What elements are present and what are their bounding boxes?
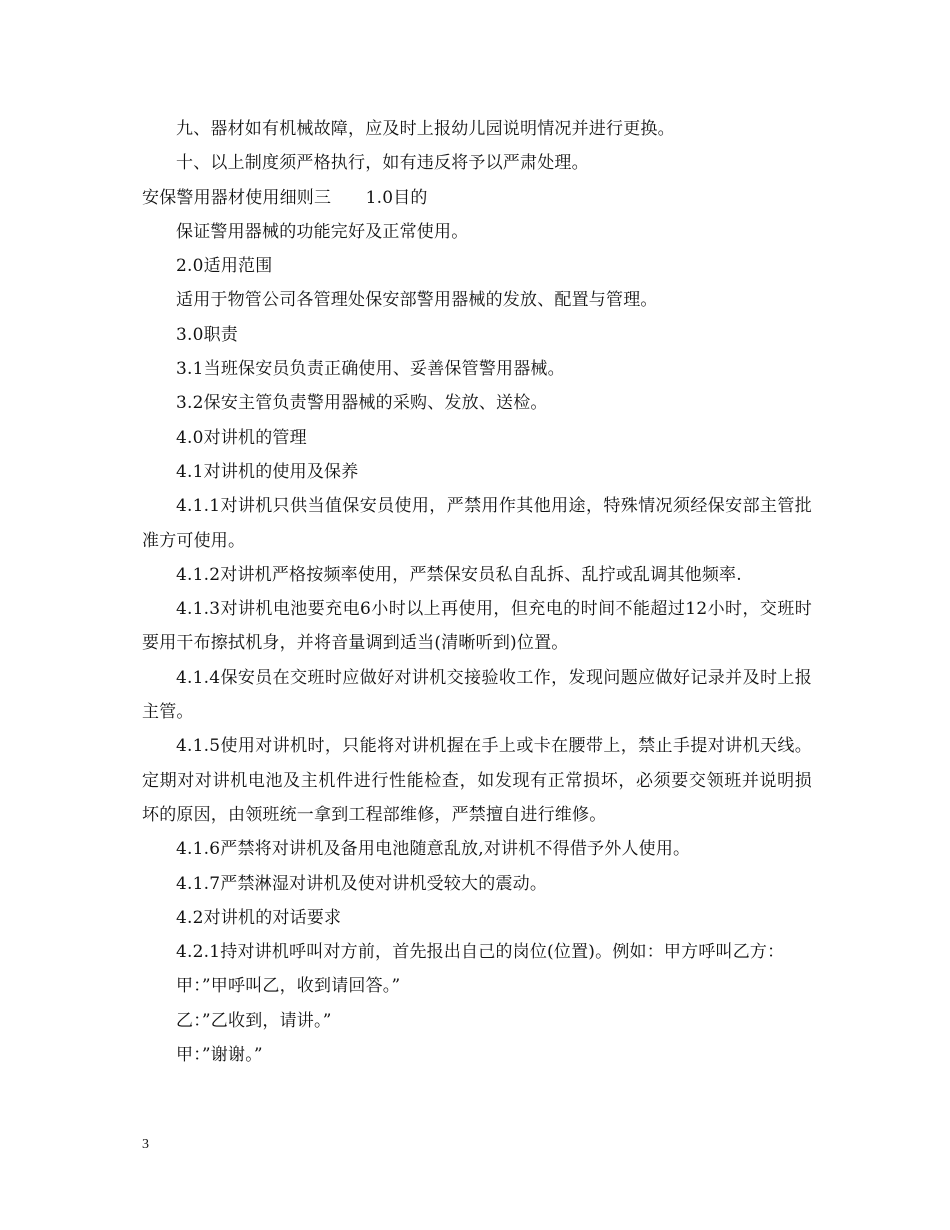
paragraph-4-1-1: 4.1.1对讲机只供当值保安员使用，严禁用作其他用途，特殊情况须经保安部主管批准方可使用。	[142, 496, 812, 551]
dialogue-line-1: 甲：”甲呼叫乙，收到请回答。”	[176, 976, 401, 997]
paragraph-4-1-2: 4.1.2对讲机严格按频率使用，严禁保安员私自乱拆、乱拧或乱调其他频率.	[176, 564, 742, 585]
paragraph-item-9: 九、器材如有机械故障，应及时上报幼儿园说明情况并进行更换。	[176, 119, 675, 139]
page-number: 3	[142, 1137, 149, 1152]
dialogue-line-3: 甲：”谢谢。”	[176, 1045, 263, 1066]
heading-radio-use-maintenance: 4.1对讲机的使用及保养	[176, 461, 359, 482]
document-body	[142, 112, 812, 1072]
heading-radio-dialogue: 4.2对讲机的对话要求	[176, 907, 342, 928]
dialogue-line-2: 乙：”乙收到，请讲。”	[176, 1010, 332, 1031]
paragraph-4-1-4: 4.1.4保安员在交班时应做好对讲机交接验收工作，发现问题应做好记录并及时上报主管。	[142, 667, 812, 723]
heading-duties: 3.0职责	[176, 324, 239, 345]
paragraph-4-1-5: 4.1.5使用对讲机时，只能将对讲机握在手上或卡在腰带上，禁止手提对讲机天线。定期对对讲机电池及主机件进行性能检查，如发现有正常损坏，必须要交领班并说明损坏的原因，由领班统一拿到工程部维修，严禁擅自进行维修。	[142, 736, 812, 825]
paragraph-4-2-1: 4.2.1持对讲机呼叫对方前，首先报出自己的岗位(位置)。例如：甲方呼叫乙方：	[176, 942, 785, 963]
paragraph-4-1-3: 4.1.3对讲机电池要充电6小时以上再使用，但充电的时间不能超过12小时，交班时要用干布擦拭机身，并将音量调到适当(清晰听到)位置。	[142, 599, 812, 654]
paragraph-4-1-7: 4.1.7严禁淋湿对讲机及使对讲机受较大的震动。	[176, 873, 548, 894]
section-title-line: 安保警用器材使用细则三 1.0目的	[142, 187, 428, 208]
paragraph-duty-3-2: 3.2保安主管负责警用器械的采购、发放、送检。	[176, 393, 548, 414]
paragraph-item-10: 十、以上制度须严格执行，如有违反将予以严肃处理。	[176, 153, 589, 174]
paragraph-purpose: 保证警用器械的功能完好及正常使用。	[176, 221, 469, 242]
heading-scope: 2.0适用范围	[176, 256, 273, 277]
paragraph-4-1-6: 4.1.6严禁将对讲机及备用电池随意乱放,对讲机不得借予外人使用。	[176, 839, 691, 860]
paragraph-scope: 适用于物管公司各管理处保安部警用器械的发放、配置与管理。	[176, 290, 658, 311]
heading-radio-management: 4.0对讲机的管理	[176, 427, 307, 448]
paragraph-duty-3-1: 3.1当班保安员负责正确使用、妥善保管警用器械。	[176, 359, 565, 380]
